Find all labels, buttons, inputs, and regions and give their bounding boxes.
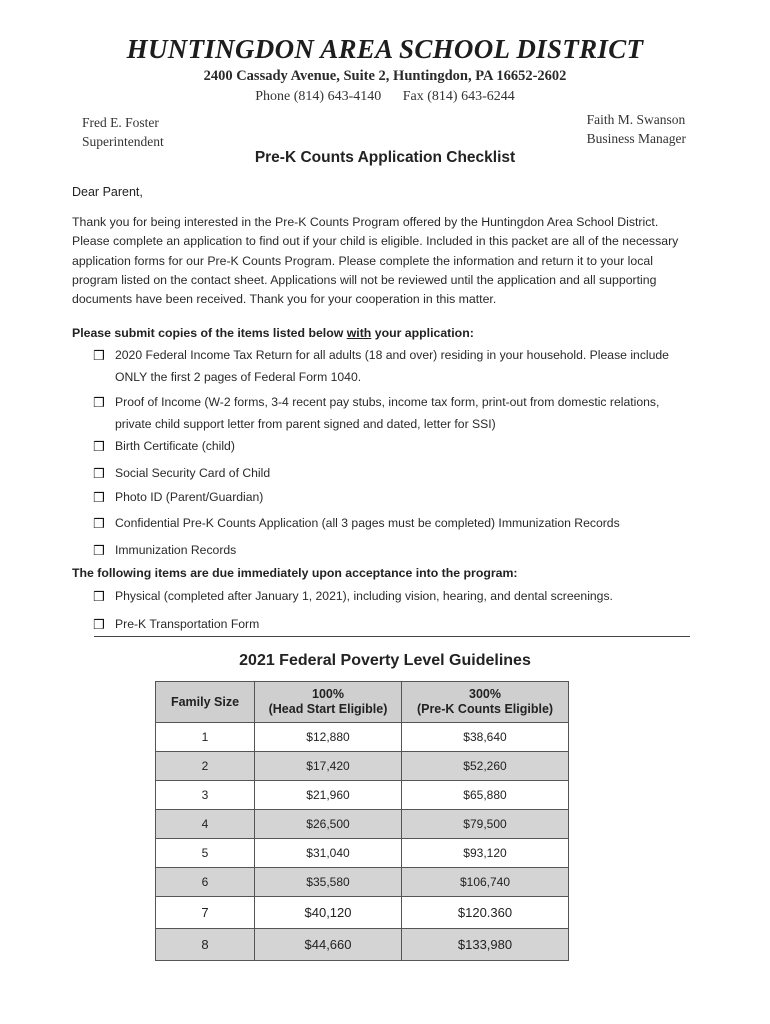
submit-heading-text: Please submit copies of the items listed below	[72, 326, 347, 340]
checklist-item-label: Confidential Pre-K Counts Application (all 3 pages must be completed) Immunization Records	[115, 516, 620, 530]
checklist-item[interactable]	[93, 614, 693, 636]
head-start-cell: $26,500	[255, 810, 402, 839]
checkbox-icon[interactable]: ❒	[93, 439, 105, 454]
fax-number: Fax (814) 643-6244	[402, 89, 515, 104]
checkbox-icon[interactable]: ❒	[93, 466, 105, 481]
header-300-percent-label: 300%	[469, 687, 501, 701]
table-row	[156, 929, 569, 961]
checklist-item-label: Birth Certificate (child)	[115, 439, 235, 453]
phone-number: Phone (814) 643-4140	[255, 89, 382, 104]
checkbox-icon[interactable]: ❒	[93, 348, 105, 363]
table-row	[156, 897, 569, 929]
checklist-item-label: Social Security Card of Child	[115, 466, 271, 480]
prek-cell: $38,640	[402, 723, 569, 752]
superintendent-name: Fred E. Foster	[82, 115, 159, 130]
checkbox-icon[interactable]: ❒	[93, 516, 105, 531]
table-row	[156, 781, 569, 810]
checklist-item[interactable]	[93, 463, 693, 485]
intro-paragraph: Thank you for being interested in the Pre-K Counts Program offered by the Huntingdon Area School District. Please complete an application to find out if your child is eligible. Included in this packet are all of the necessary application forms for our Pre-K Counts Program. Please complete the information and return it to your local program listed on the contact sheet. Applications will not be reviewed until the application and all supporting documents have been received. Thank you for your cooperation in this matter.	[72, 215, 679, 307]
page-title: Pre-K Counts Application Checklist	[254, 149, 516, 166]
table-row	[156, 868, 569, 897]
family-size-cell: 8	[156, 929, 255, 961]
header-head-start-label: (Head Start Eligible)	[268, 702, 388, 716]
checklist-item[interactable]	[93, 586, 693, 608]
checklist-item-label: 2020 Federal Income Tax Return for all adults (18 and over) residing in your household. Please include ONLY the first 2 pages of Federal Form 1040.	[115, 348, 669, 384]
checkbox-icon[interactable]: ❒	[93, 543, 105, 558]
head-start-cell: $44,660	[255, 929, 402, 961]
header-prek-label: (Pre-K Counts Eligible)	[416, 702, 554, 716]
checkbox-icon[interactable]: ❒	[93, 490, 105, 505]
business-manager-name: Faith M. Swanson	[586, 112, 686, 127]
head-start-cell: $35,580	[255, 868, 402, 897]
prek-cell: $79,500	[402, 810, 569, 839]
submit-heading	[72, 326, 474, 340]
checkbox-icon[interactable]: ❒	[93, 395, 105, 410]
family-size-cell: 3	[156, 781, 255, 810]
head-start-cell: $17,420	[255, 752, 402, 781]
table-row	[156, 810, 569, 839]
checklist-item[interactable]	[93, 345, 693, 388]
table-row	[156, 839, 569, 868]
table-row	[156, 752, 569, 781]
family-size-cell: 4	[156, 810, 255, 839]
business-manager-block	[587, 110, 686, 148]
header-family-size: Family Size	[156, 682, 255, 723]
section-divider	[94, 636, 690, 637]
superintendent-block	[82, 113, 164, 151]
family-size-cell: 6	[156, 868, 255, 897]
checkbox-icon[interactable]: ❒	[93, 617, 105, 632]
checklist-item[interactable]	[93, 513, 693, 535]
checklist-item[interactable]	[93, 436, 693, 458]
header-100-percent	[255, 682, 402, 723]
prek-cell: $52,260	[402, 752, 569, 781]
prek-cell: $93,120	[402, 839, 569, 868]
greeting: Dear Parent,	[72, 185, 143, 199]
checklist-item-label: Physical (completed after January 1, 2021), including vision, hearing, and dental screenings.	[115, 589, 613, 603]
poverty-table	[155, 681, 569, 961]
prek-cell: $65,880	[402, 781, 569, 810]
head-start-cell: $21,960	[255, 781, 402, 810]
checklist-item[interactable]	[93, 487, 693, 509]
checklist-item-label: Photo ID (Parent/Guardian)	[115, 490, 264, 504]
header-300-percent	[402, 682, 569, 723]
table-row	[156, 723, 569, 752]
business-manager-title: Business Manager	[586, 131, 686, 146]
checklist-item[interactable]	[93, 392, 693, 435]
contact-line	[0, 89, 770, 105]
due-heading: The following items are due immediately upon acceptance into the program:	[72, 566, 518, 580]
family-size-cell: 2	[156, 752, 255, 781]
checklist-item-label: Immunization Records	[115, 543, 237, 557]
district-address: 2400 Cassady Avenue, Suite 2, Huntingdon, PA 16652-2602	[203, 68, 567, 84]
poverty-table-title: 2021 Federal Poverty Level Guidelines	[239, 652, 531, 669]
table-header-row	[156, 682, 569, 723]
prek-cell: $106,740	[402, 868, 569, 897]
superintendent-title: Superintendent	[82, 134, 164, 149]
submit-heading-text-end: your application:	[371, 326, 474, 340]
checkbox-icon[interactable]: ❒	[93, 589, 105, 604]
head-start-cell: $40,120	[255, 897, 402, 929]
prek-cell: $120.360	[402, 897, 569, 929]
district-name: HUNTINGDON AREA SCHOOL DISTRICT	[126, 34, 644, 64]
family-size-cell: 5	[156, 839, 255, 868]
family-size-cell: 7	[156, 897, 255, 929]
family-size-cell: 1	[156, 723, 255, 752]
prek-cell: $133,980	[402, 929, 569, 961]
submit-heading-emphasis: with	[346, 326, 372, 340]
checklist-item-label: Proof of Income (W-2 forms, 3-4 recent pay stubs, income tax form, print-out from domestic relations, private child support letter from parent signed and dated, letter for SSI)	[115, 395, 660, 431]
checklist-item-label: Pre-K Transportation Form	[115, 617, 260, 631]
checklist-item[interactable]	[93, 540, 693, 562]
head-start-cell: $12,880	[255, 723, 402, 752]
header-100-percent-label: 100%	[312, 687, 344, 701]
head-start-cell: $31,040	[255, 839, 402, 868]
